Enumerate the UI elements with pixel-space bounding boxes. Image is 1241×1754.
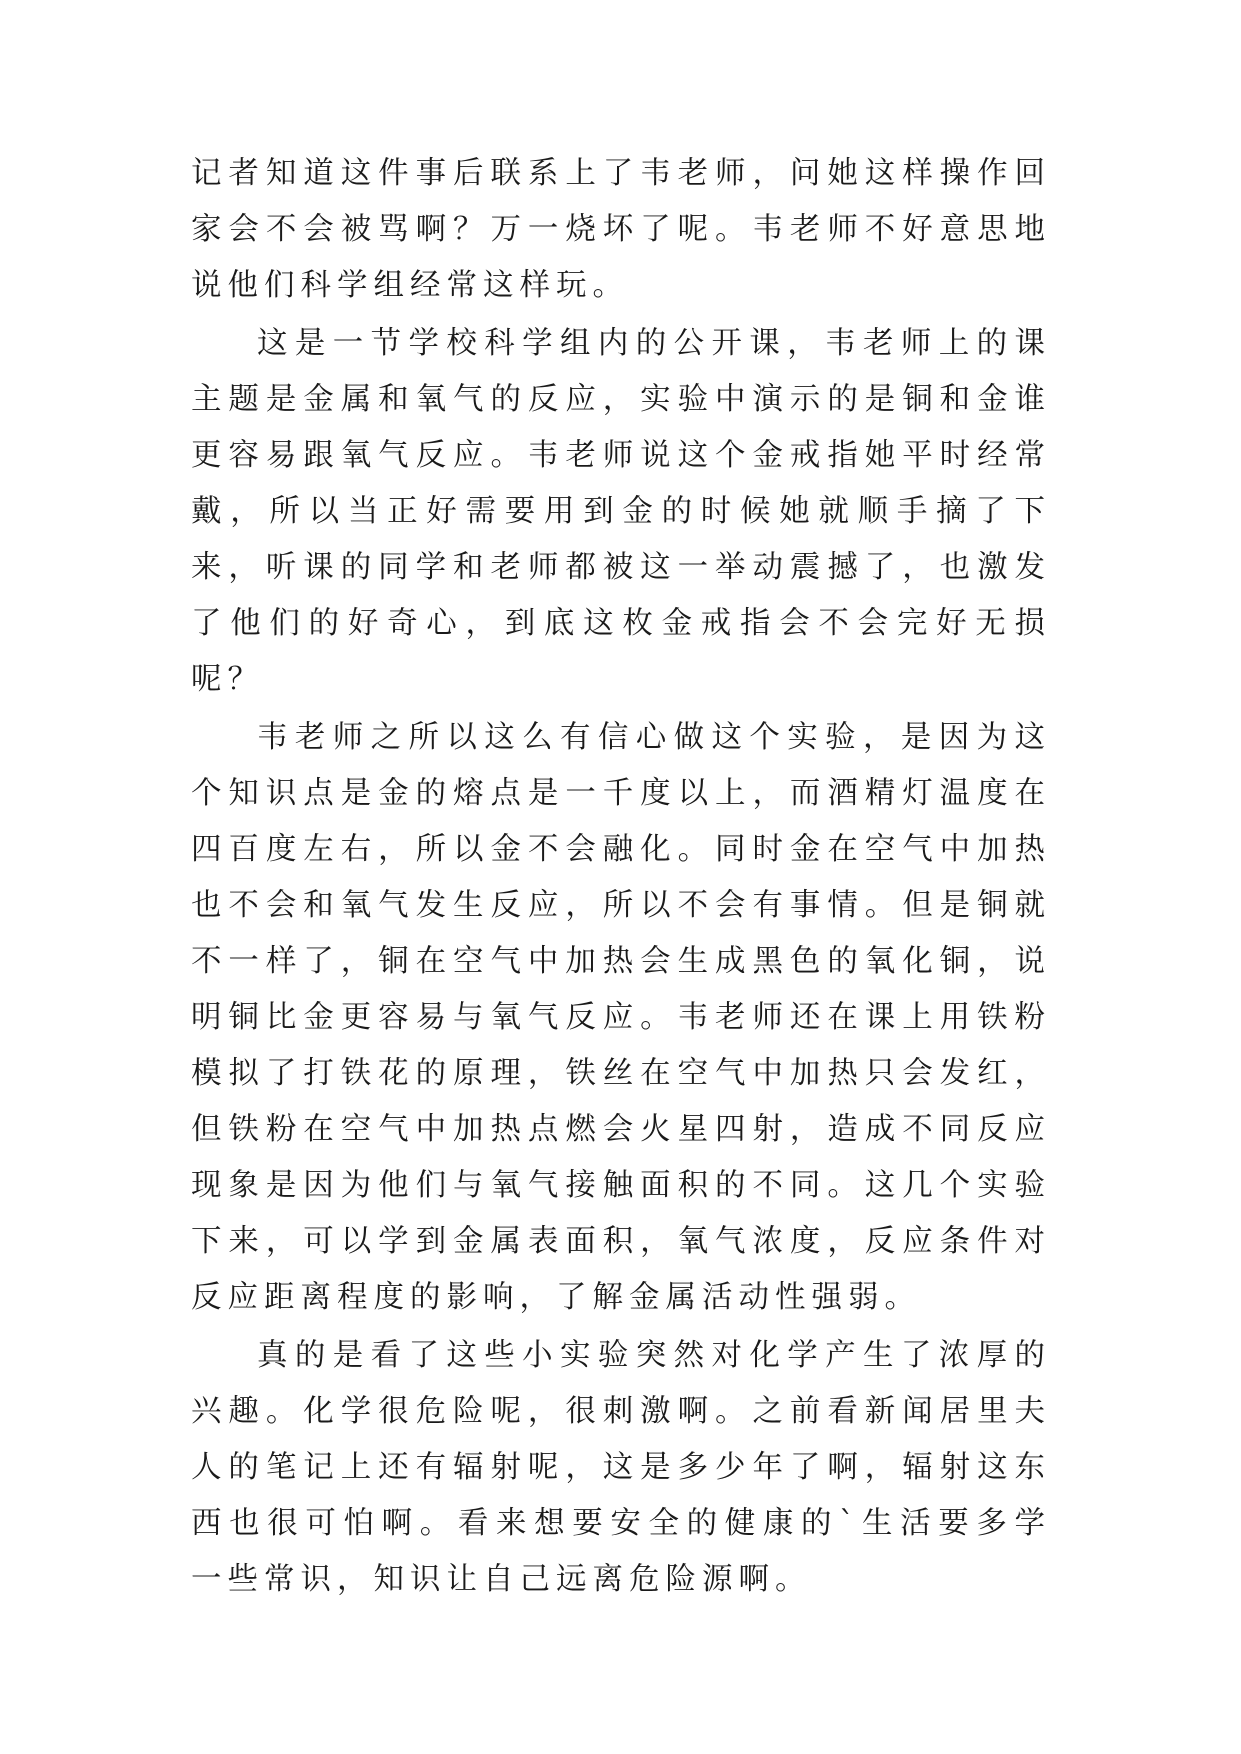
paragraph-open-class: 这是一节学校科学组内的公开课，韦老师上的课主题是金属和氧气的反应，实验中演示的是铜和金谁更容易跟氧气反应。韦老师说这个金戒指她平时经常戴，所以当正好需要用到金的时候她就顺手摘了下来，听课的同学和老师都被这一举动震撼了，也激发了他们的好奇心，到底这枚金戒指会不会完好无损呢？ <box>191 326 1051 697</box>
paragraph-continuation: 记者知道这件事后联系上了韦老师，问她这样操作回家会不会被骂啊？万一烧坏了呢。韦老师不好意思地说他们科学组经常这样玩。 <box>191 156 1051 303</box>
paragraph-reflection: 真的是看了这些小实验突然对化学产生了浓厚的兴趣。化学很危险呢，很刺激啊。之前看新闻居里夫人的笔记上还有辐射呢，这是多少年了啊，辐射这东西也很可怕啊。看来想要安全的健康的`生活要多学一些常识，知识让自己远离危险源啊。 <box>191 1338 1051 1597</box>
paragraph-experiment-explanation: 韦老师之所以这么有信心做这个实验，是因为这个知识点是金的熔点是一千度以上，而酒精灯温度在四百度左右，所以金不会融化。同时金在空气中加热也不会和氧气发生反应，所以不会有事情。但是铜就不一样了，铜在空气中加热会生成黑色的氧化铜，说明铜比金更容易与氧气反应。韦老师还在课上用铁粉模拟了打铁花的原理，铁丝在空气中加热只会发红，但铁粉在空气中加热点燃会火星四射，造成不同反应现象是因为他们与氧气接触面积的不同。这几个实验下来，可以学到金属表面积，氧气浓度，反应条件对反应距离程度的影响，了解金属活动性强弱。 <box>191 720 1051 1315</box>
document-page <box>191 146 1051 1608</box>
